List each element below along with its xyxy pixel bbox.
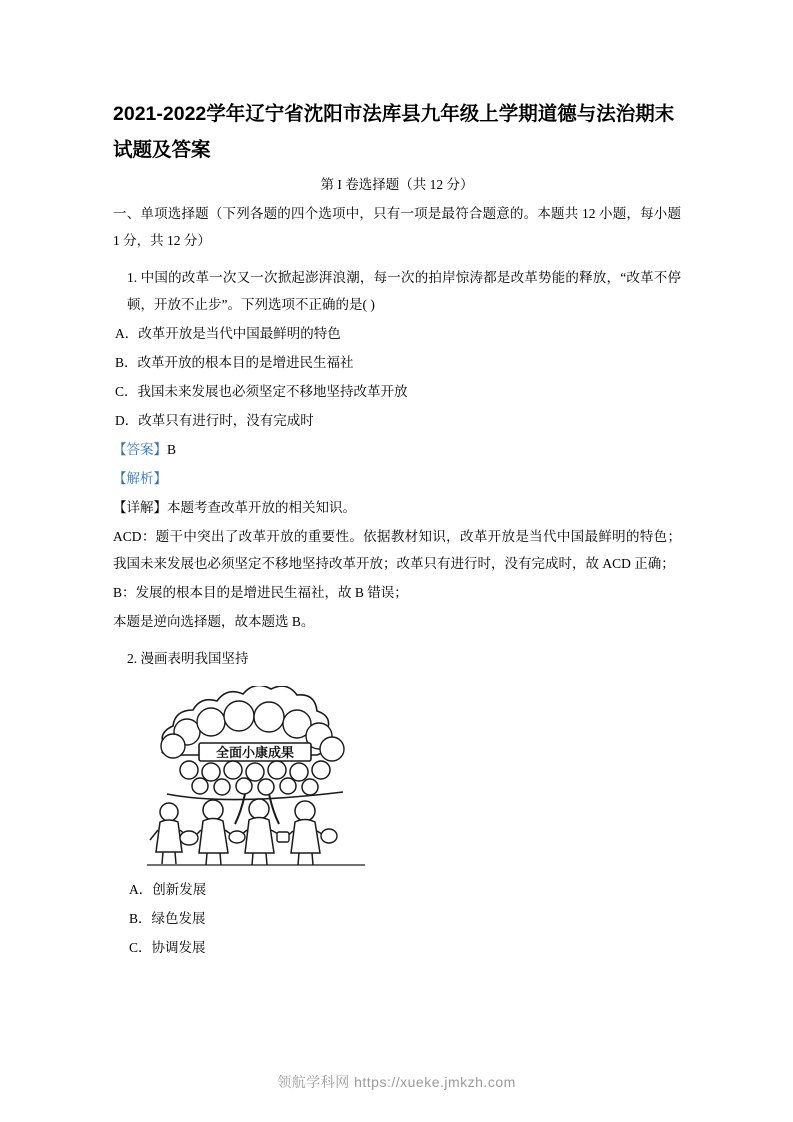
question-2-option-a: A．创新发展 [129,882,207,897]
question-1-stem [113,264,681,318]
analysis-label: 【解析】 [113,471,167,486]
question-1-answer [113,436,681,463]
question-1-text: 中国的改革一次又一次掀起澎湃浪潮，每一次的拍岸惊涛都是改革势能的释放，“改革不停顿，开放不止步”。下列选项不正确的是( ) [127,270,681,312]
question-2-figure [127,686,385,866]
question-1-option-c: C．我国未来发展也必须坚定不移地坚持改革开放 [115,384,408,399]
question-1-detail-3: 本题是逆向选择题，故本题选 B。 [113,614,315,629]
question-1-analysis-label [113,465,681,492]
question-2-option-b: B．绿色发展 [129,911,206,926]
question-2-text: 漫画表明我国坚持 [140,651,249,666]
instructions-paragraph: 一、单项选择题（下列各题的四个选项中，只有一项是最符合题意的。本题共 12 小题，每小题 1 分，共 12 分） [113,206,681,248]
page-title: 2021-2022学年辽宁省沈阳市法库县九年级上学期道德与法治期末试题及答案 [113,103,675,161]
question-2-option-c: C．协调发展 [129,940,206,955]
question-1-detail-1: ACD：题干中突出了改革开放的重要性。依据教材知识，改革开放是当代中国最鲜明的特色；我国未来发展也必须坚定不移地坚持改革开放；改革只有进行时，没有完成时，故 ACD 正确； [113,529,681,571]
section-header: 第 I 卷选择题（共 12 分） [320,177,474,192]
question-1-detail-2: B：发展的根本目的是增进民生福社，故 B 错误； [113,585,408,600]
document-content [113,96,681,963]
question-2-number: 2. [127,651,138,666]
question-1-number: 1. [127,270,138,285]
question-1-detail-0: 【详解】本题考查改革开放的相关知识。 [113,500,356,515]
answer-label: 【答案】 [113,442,167,457]
question-2-stem [113,645,681,672]
question-1-option-a: A．改革开放是当代中国最鲜明的特色 [115,326,341,341]
question-1-option-b: B．改革开放的根本目的是增进民生福社 [115,355,354,370]
question-1-option-d: D．改革只有进行时，没有完成时 [115,413,314,428]
answer-value: B [167,442,177,457]
footer-watermark: 领航学科网 https://xueke.jmkzh.com [277,1074,516,1090]
figure-banner-text: 全面小康成果 [215,746,295,761]
